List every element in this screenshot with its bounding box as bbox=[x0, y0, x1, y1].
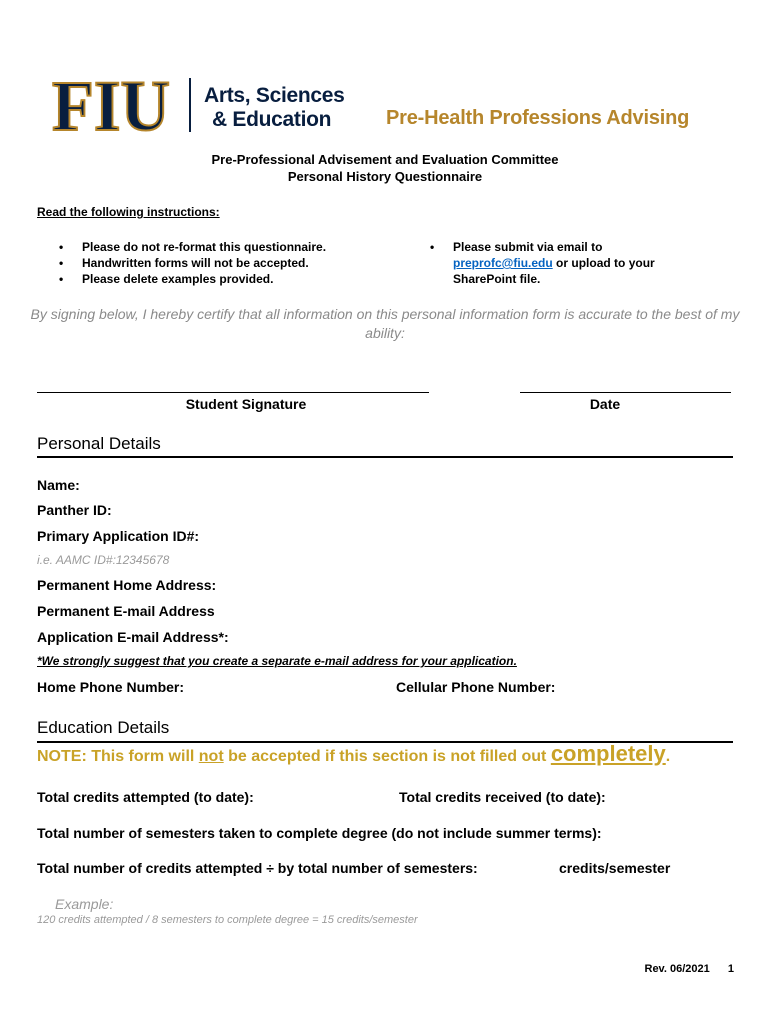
email-link[interactable]: preprofc@fiu.edu bbox=[453, 256, 553, 270]
committee-title: Pre-Professional Advisement and Evaluation Committee bbox=[211, 152, 559, 167]
cell-phone-label: Cellular Phone Number: bbox=[396, 679, 556, 695]
home-address-label: Permanent Home Address: bbox=[37, 577, 217, 593]
list-item bbox=[408, 239, 708, 287]
personal-details-heading: Personal Details bbox=[37, 434, 161, 453]
credits-ratio-label: Total number of credits attempted ÷ by total number of semesters: bbox=[37, 860, 478, 876]
permanent-email-label: Permanent E-mail Address bbox=[37, 603, 215, 619]
dept-name-line2: & Education bbox=[212, 108, 332, 131]
submit-instruction-prefix: Please submit via email to bbox=[453, 240, 603, 254]
program-name: Pre-Health Professions Advising bbox=[386, 107, 690, 129]
page-footer bbox=[645, 963, 735, 975]
revision-date: Rev. 06/2021 bbox=[644, 963, 710, 975]
questionnaire-title: Personal History Questionnaire bbox=[287, 169, 483, 184]
instructions-heading: Read the following instructions: bbox=[37, 205, 220, 219]
personal-details-rule bbox=[37, 456, 733, 458]
fiu-logo bbox=[52, 72, 172, 136]
list-item: • Please do not re-format this questionnaire. bbox=[59, 240, 327, 254]
bullet-icon: • bbox=[59, 240, 64, 254]
list-item: • Please delete examples provided. bbox=[59, 272, 274, 286]
panther-id-label: Panther ID: bbox=[37, 502, 112, 518]
semesters-label: Total number of semesters taken to complete degree (do not include summer terms): bbox=[37, 825, 602, 841]
student-signature-line[interactable] bbox=[37, 392, 429, 393]
credits-attempted-label: Total credits attempted (to date): bbox=[37, 789, 254, 805]
bullet-icon: • bbox=[430, 240, 435, 254]
home-phone-label: Home Phone Number: bbox=[37, 679, 185, 695]
bullet-icon: • bbox=[59, 256, 64, 270]
list-item: • Handwritten forms will not be accepted. bbox=[59, 256, 309, 270]
example-text: 120 credits attempted / 8 semesters to complete degree = 15 credits/semester bbox=[37, 914, 418, 926]
dept-name-line1: Arts, Sciences bbox=[204, 84, 345, 107]
primary-application-id-hint: i.e. AAMC ID#:12345678 bbox=[37, 553, 170, 567]
credits-ratio-unit: credits/semester bbox=[559, 860, 671, 876]
education-note: NOTE: This form will not be accepted if this section is not filled out completely. bbox=[37, 741, 671, 766]
example-label: Example: bbox=[55, 896, 114, 912]
student-signature-label: Student Signature bbox=[185, 396, 307, 412]
name-label: Name: bbox=[37, 477, 80, 493]
date-label: Date bbox=[589, 396, 621, 412]
instructions-list-left bbox=[37, 239, 397, 287]
email-suggestion-note: *We strongly suggest that you create a separate e-mail address for your application. bbox=[37, 654, 517, 668]
fiu-logo-text: FIU bbox=[52, 72, 170, 136]
instructions-list-right bbox=[408, 239, 708, 287]
credits-received-label: Total credits received (to date): bbox=[399, 789, 606, 805]
page-number: 1 bbox=[727, 963, 734, 975]
primary-application-id-label: Primary Application ID#: bbox=[37, 528, 200, 544]
date-line[interactable] bbox=[520, 392, 731, 393]
certification-statement: By signing below, I hereby certify that all information on this personal information form is accurate to the best of my ability: bbox=[30, 306, 740, 341]
bullet-icon: • bbox=[59, 272, 64, 286]
education-details-heading: Education Details bbox=[37, 718, 170, 737]
application-email-label: Application E-mail Address*: bbox=[37, 629, 229, 645]
submit-instruction-suffix: or upload to your SharePoint file. bbox=[453, 256, 655, 286]
logo-divider bbox=[189, 78, 191, 132]
